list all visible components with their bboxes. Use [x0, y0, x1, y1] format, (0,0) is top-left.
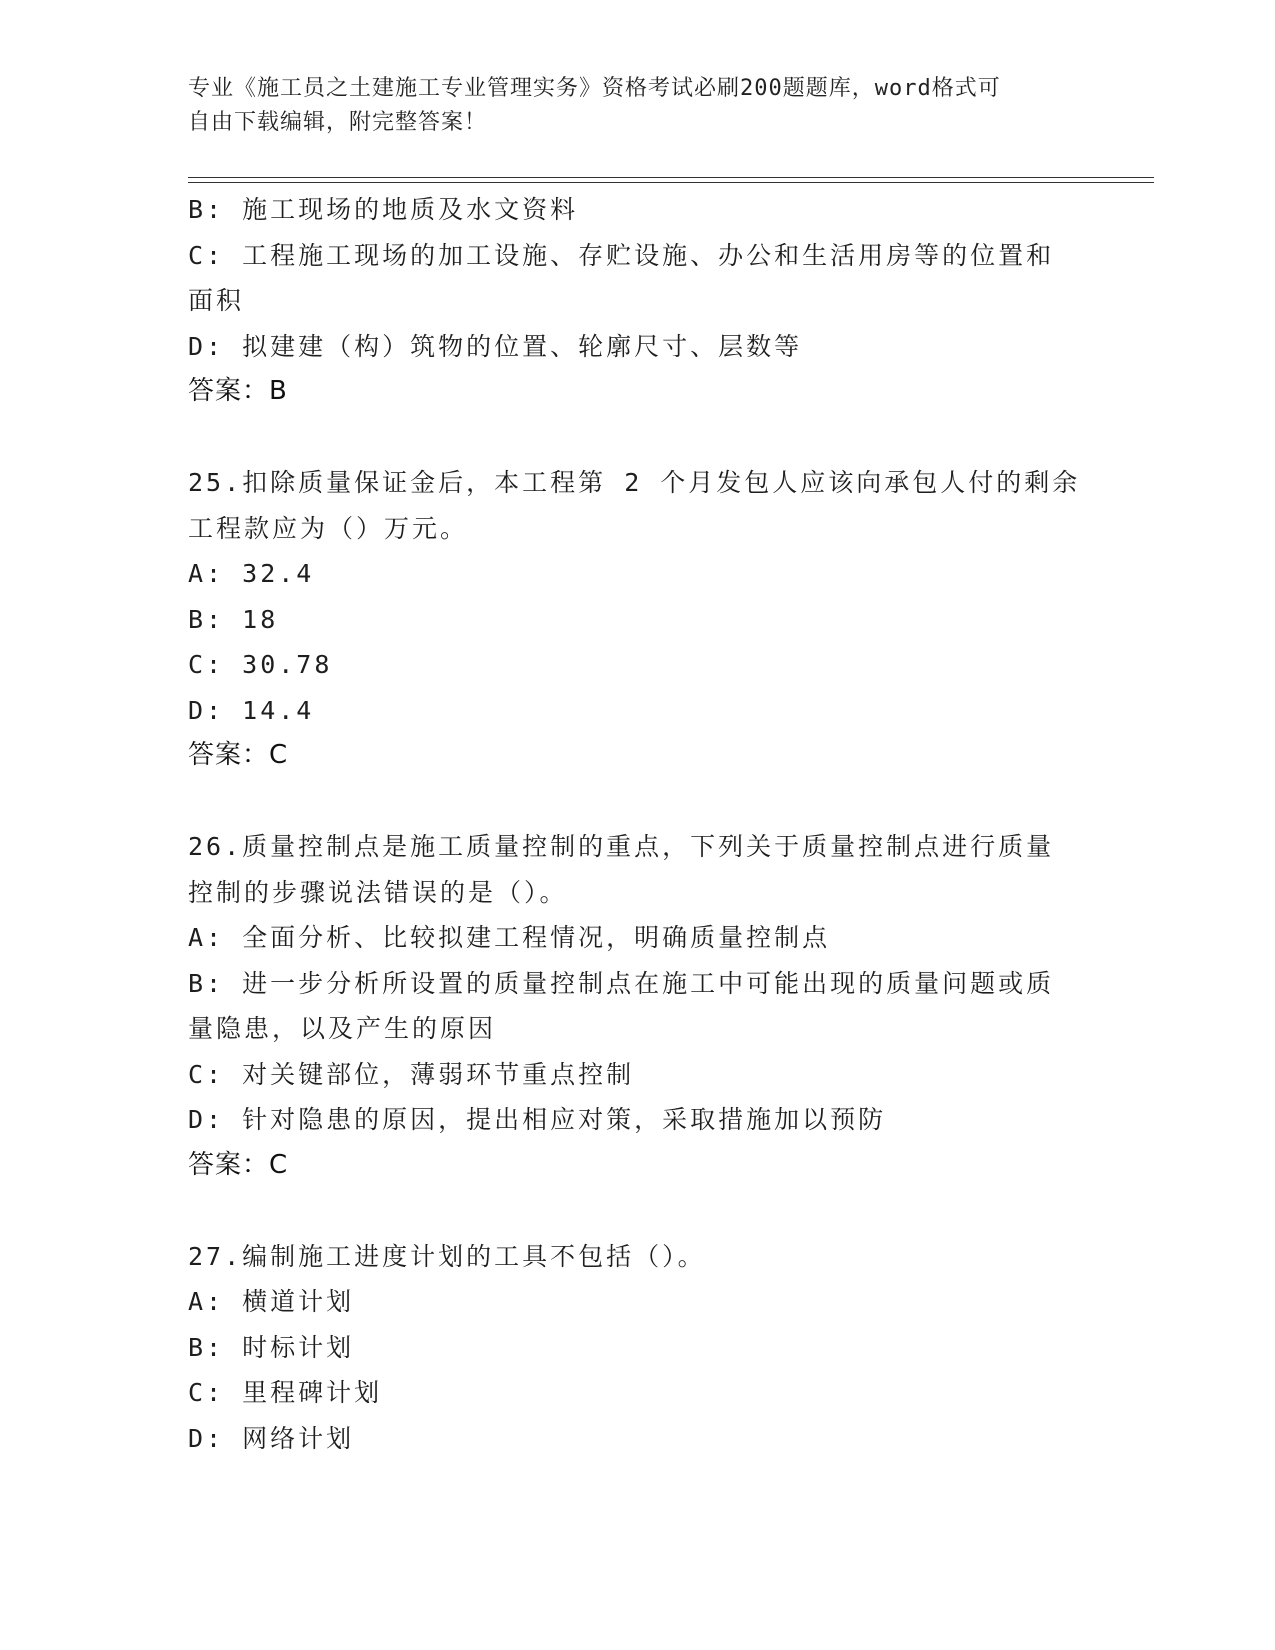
- option-b: B: 18: [188, 604, 279, 634]
- option-c: C: 里程碑计划: [188, 1378, 383, 1407]
- option-c-line-1: C: 工程施工现场的加工设施、存贮设施、办公和生活用房等的位置和: [188, 240, 1055, 270]
- option-b-line-2: 量隐患，以及产生的原因: [188, 1014, 497, 1043]
- option-a: A: 全面分析、比较拟建工程情况，明确质量控制点: [188, 923, 831, 952]
- spacer: [188, 779, 1068, 825]
- question-stem-line-2: 工程款应为（）万元。: [188, 513, 469, 543]
- option-b: B: 施工现场的地质及水文资料: [188, 195, 579, 224]
- header-title-line-1: 专业《施工员之土建施工专业管理实务》资格考试必刷200题题库，word格式可: [188, 76, 1001, 101]
- header-divider-bottom: [188, 182, 1154, 183]
- header-divider-top: [188, 177, 1154, 178]
- question-stem-line-2: 控制的步骤说法错误的是（）。: [188, 877, 568, 907]
- question-27-block: [188, 1234, 1068, 1462]
- option-d: D: 14.4: [188, 695, 315, 725]
- option-d: D: 针对隐患的原因，提出相应对策，采取措施加以预防: [188, 1105, 887, 1134]
- answer: 答案：B: [188, 376, 288, 406]
- option-b: B: 时标计划: [188, 1332, 355, 1362]
- answer: 答案：C: [188, 1149, 289, 1180]
- question-25-block: [188, 460, 1081, 779]
- option-c-line-2: 面积: [188, 286, 245, 315]
- header-title-line-2: 自由下载编辑，附完整答案！: [188, 110, 488, 135]
- option-a: A: 32.4: [188, 559, 315, 588]
- option-c: C: 对关键部位，薄弱环节重点控制: [188, 1059, 635, 1089]
- option-d: D: 网络计划: [188, 1423, 355, 1453]
- previous-question-block: [188, 187, 1068, 415]
- spacer: [188, 1188, 1068, 1234]
- option-a: A: 横道计划: [188, 1287, 355, 1316]
- option-b-line-1: B: 进一步分析所设置的质量控制点在施工中可能出现的质量问题或质: [188, 968, 1055, 998]
- spacer: [188, 415, 1068, 461]
- question-stem-line-1: 27.编制施工进度计划的工具不包括（）。: [188, 1241, 706, 1271]
- document-header: [188, 72, 1068, 140]
- option-d: D: 拟建建（构）筑物的位置、轮廓尺寸、层数等: [188, 331, 803, 361]
- question-26-block: [188, 824, 1068, 1188]
- question-stem-line-1: 25.扣除质量保证金后，本工程第 2 个月发包人应该向承包人付的剩余: [188, 468, 1081, 497]
- question-content: [188, 187, 1081, 1461]
- question-stem-line-1: 26.质量控制点是施工质量控制的重点，下列关于质量控制点进行质量: [188, 832, 1055, 861]
- option-c: C: 30.78: [188, 650, 333, 679]
- answer: 答案：C: [188, 740, 289, 770]
